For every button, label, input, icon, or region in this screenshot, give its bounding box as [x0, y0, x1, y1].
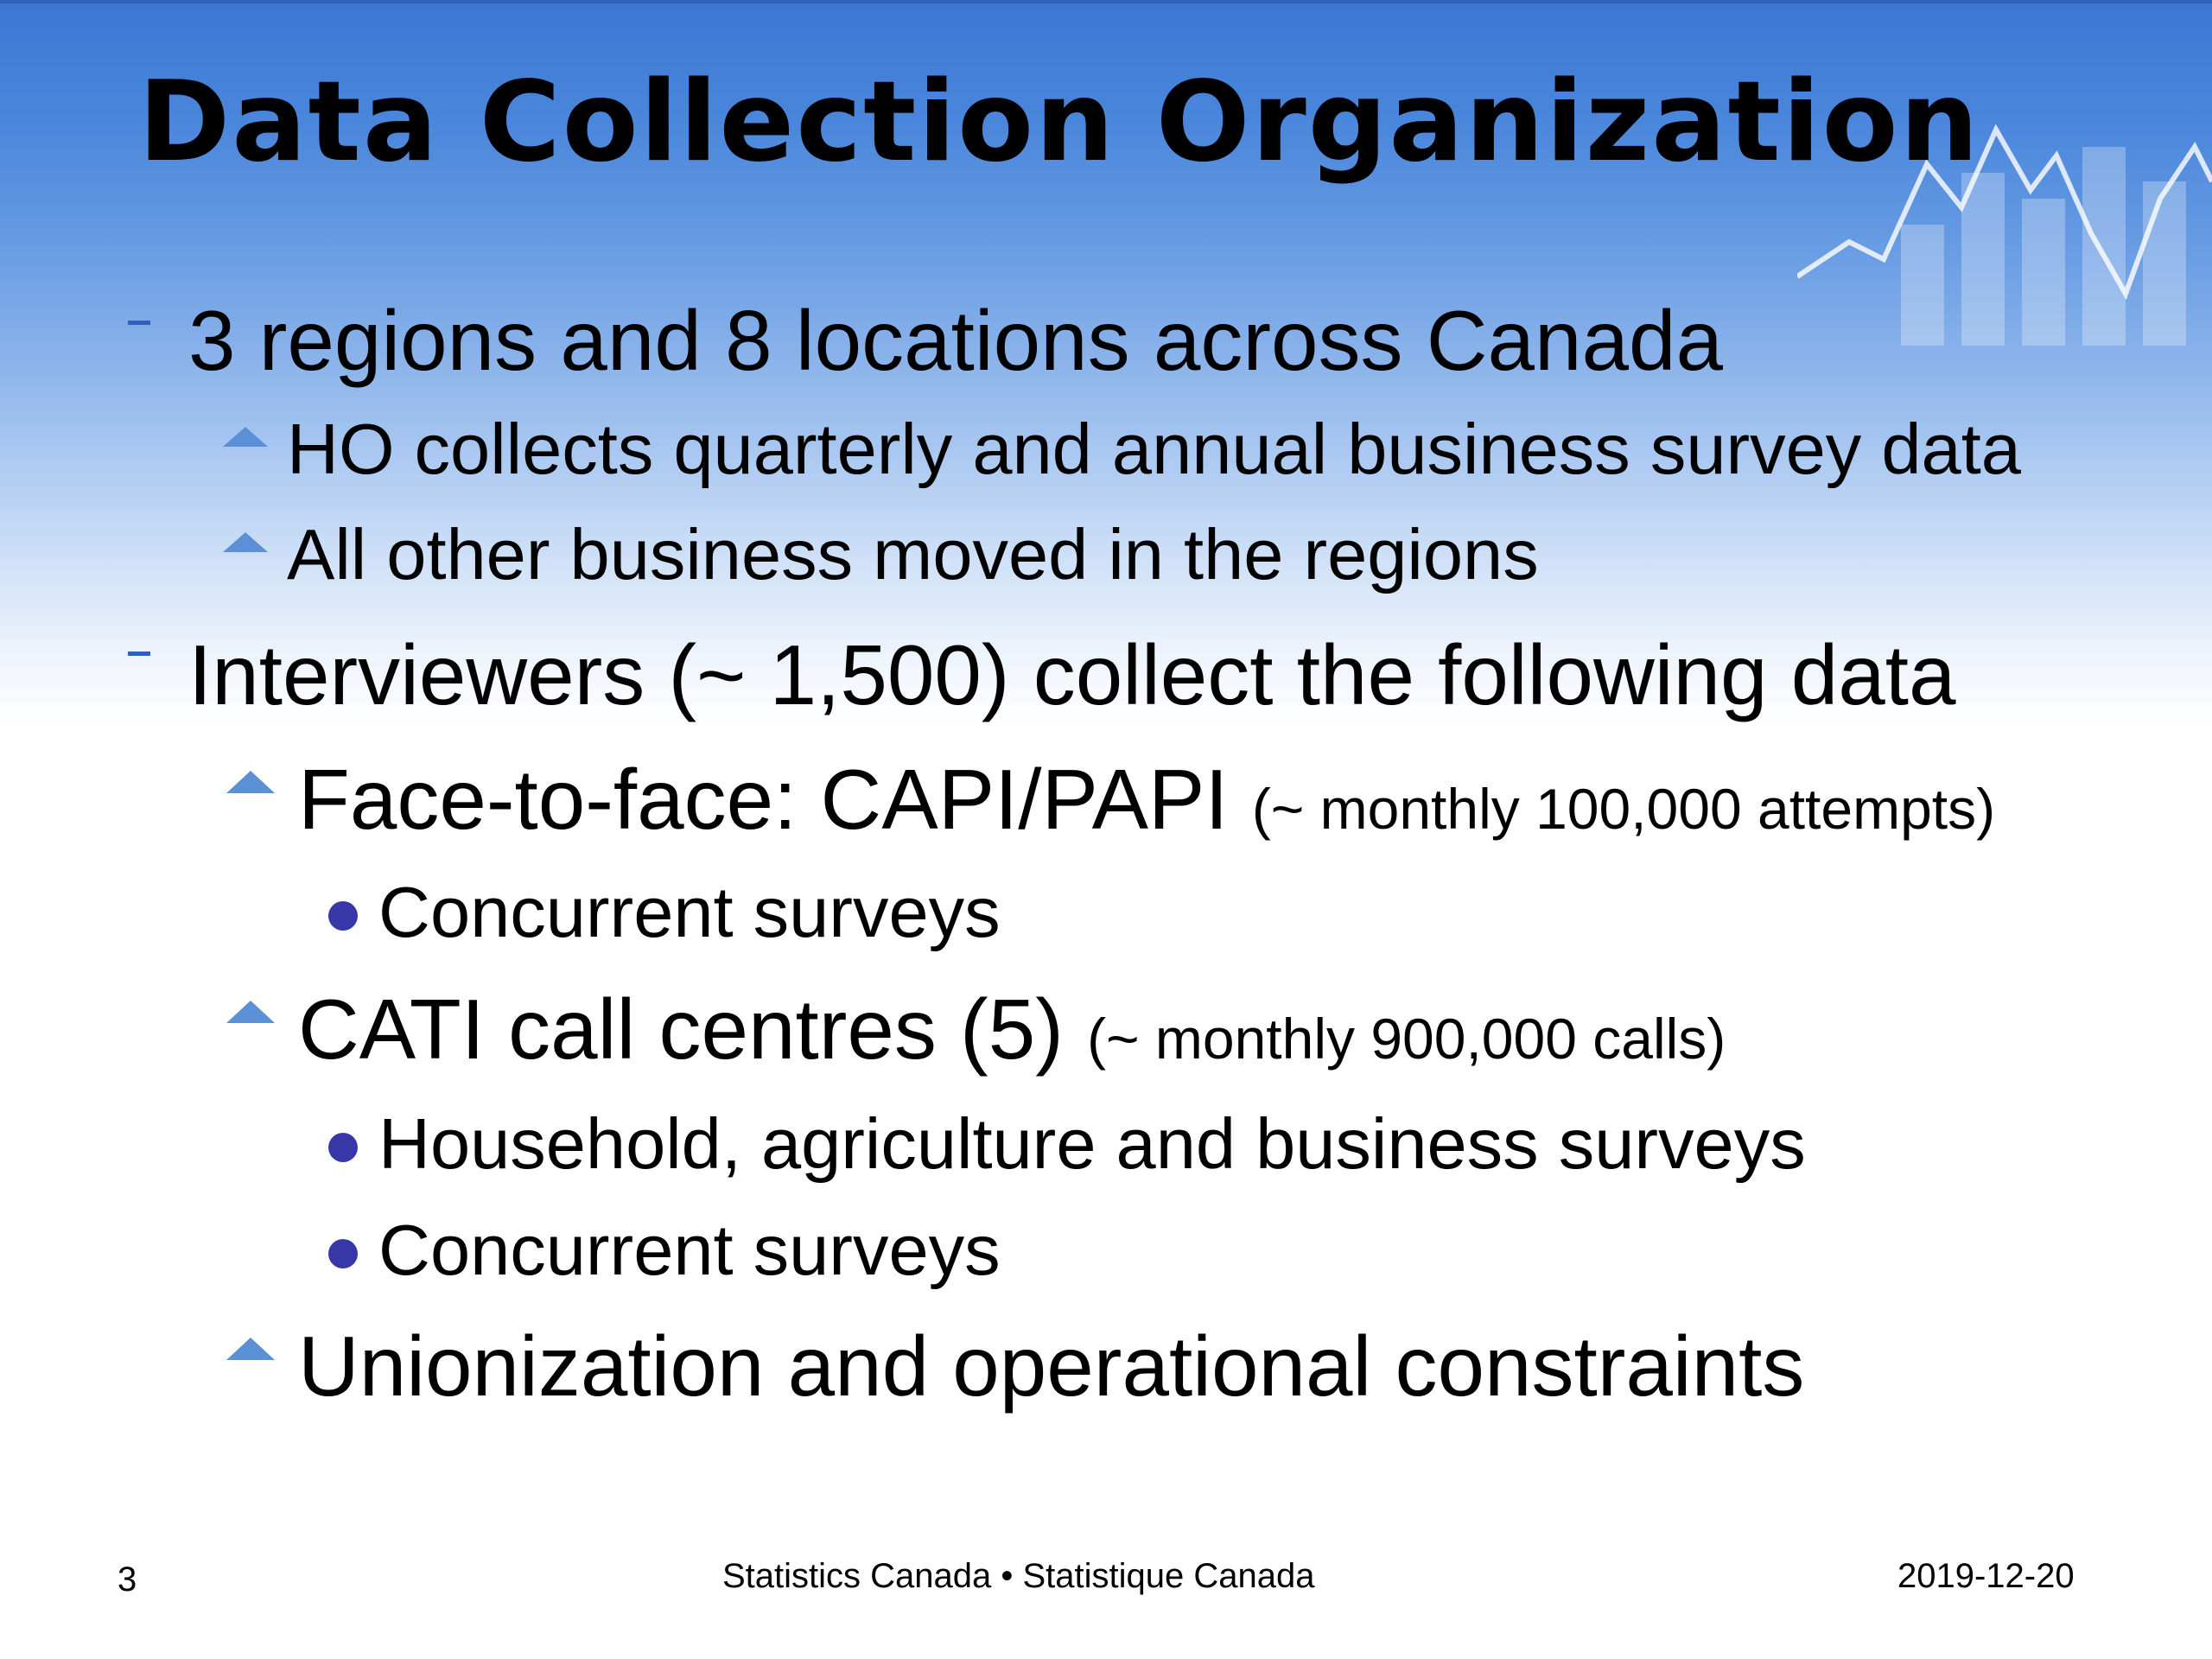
- bullet-note: (~ monthly 900,000 calls): [1087, 1007, 1726, 1071]
- bullet-text: Concurrent surveys: [378, 872, 1001, 952]
- dot-bullet-icon: [328, 1239, 358, 1268]
- triangle-bullet-icon: [226, 1001, 275, 1023]
- bullet-text: All other business moved in the regions: [287, 514, 1539, 594]
- bullet-line: [298, 752, 1996, 847]
- bullet-text: Household, agriculture and business surveys: [378, 1103, 1806, 1184]
- footer-date: 2019-12-20: [1897, 1557, 2075, 1595]
- triangle-bullet-icon: [226, 771, 275, 793]
- dash-bullet-icon: [128, 652, 150, 656]
- dash-bullet-icon: [128, 321, 150, 325]
- bullet-text: Interviewers (~ 1,500) collect the following data: [188, 627, 1956, 722]
- triangle-bullet-icon: [226, 1338, 275, 1360]
- bullet-line: [298, 982, 1726, 1077]
- bullet-text: HO collects quarterly and annual business survey data: [287, 409, 2021, 489]
- dot-bullet-icon: [328, 1133, 358, 1162]
- triangle-bullet-icon: [223, 532, 268, 552]
- footer-agency: Statistics Canada • Statistique Canada: [722, 1557, 1315, 1595]
- bullet-text: 3 regions and 8 locations across Canada: [188, 293, 1724, 388]
- page-number: 3: [118, 1560, 137, 1599]
- dot-bullet-icon: [328, 901, 358, 931]
- bullet-text: Unionization and operational constraints: [298, 1319, 1805, 1414]
- bullet-text: Concurrent surveys: [378, 1210, 1001, 1290]
- bullet-text: CATI call centres (5): [298, 982, 1064, 1077]
- bullet-note: (~ monthly 100,000 attempts): [1251, 777, 1996, 841]
- bullet-text: Face-to-face: CAPI/PAPI: [298, 752, 1229, 847]
- triangle-bullet-icon: [223, 427, 268, 447]
- slide-title: Data Collection Organization: [138, 58, 1980, 187]
